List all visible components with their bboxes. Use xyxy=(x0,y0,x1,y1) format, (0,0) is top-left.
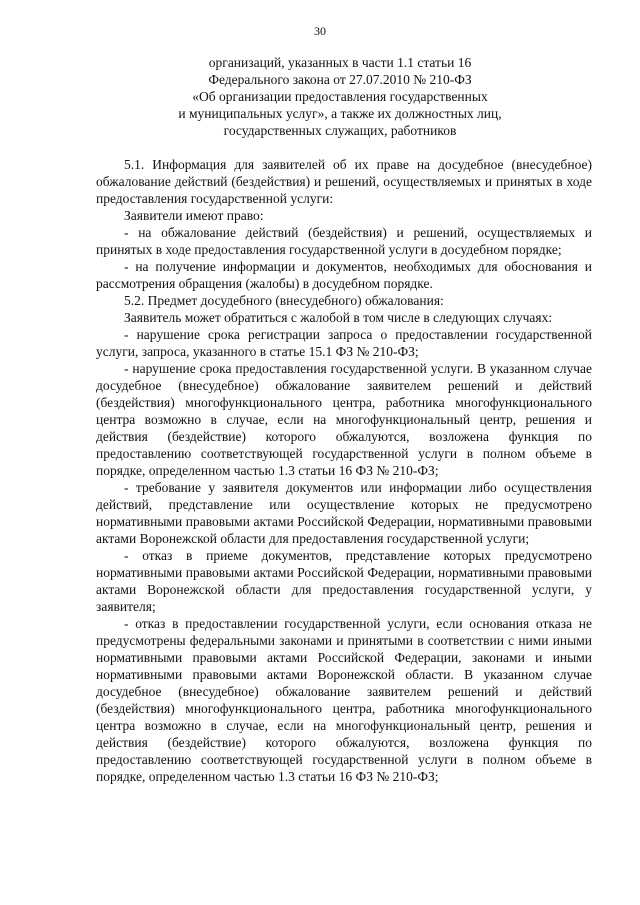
section-heading xyxy=(120,54,560,139)
paragraph: - на получение информации и документов, необходимых для обоснования и рассмотрения обращения (жалобы) в досудебном порядке. xyxy=(96,259,592,291)
paragraph: Заявители имеют право: xyxy=(124,208,264,223)
paragraph: - требование у заявителя документов или информации либо осуществления действий, представление или осуществление которых не предусмотрено нормативными правовыми актами Российской Федерации, нормативными правовыми актами Воронежской области для предоставления государственной услуги; xyxy=(96,480,592,546)
paragraph: - на обжалование действий (бездействия) и решений, осуществляемых и принятых в ходе предоставления государственной услуги в досудебном порядке; xyxy=(96,225,592,257)
paragraph: - отказ в приеме документов, представление которых предусмотрено нормативными правовыми актами Российской Федерации, нормативными правовыми актами Воронежской области для предоставления государственной услуги, у заявителя; xyxy=(96,548,592,614)
paragraph: 5.1. Информация для заявителей об их праве на досудебное (внесудебное) обжалование действий (бездействия) и решений, осуществляемых и принятых в ходе предоставления государственной услуги: xyxy=(96,157,592,206)
body-text xyxy=(96,156,592,785)
heading-line: «Об организации предоставления государственных xyxy=(192,89,488,104)
paragraph: - отказ в предоставлении государственной услуги, если основания отказа не предусмотрены федеральными законами и принятыми в соответствии с ними иными нормативными правовыми актами Российской Федерации, законами и иными нормативными правовыми актами Воронежской области. В указанном случае досудебное (внесудебное) обжалование заявителем решений и действий (бездействия) многофункционального центра, работника многофункционального центра возможно в случае, если на многофункциональный центр, решения и действия (бездействие) которого обжалуются, возложена функция по предоставлению соответствующей государственной услуги в полном объеме в порядке, определенном частью 1.3 статьи 16 ФЗ № 210-ФЗ; xyxy=(96,616,592,784)
heading-line: организаций, указанных в части 1.1 статьи 16 xyxy=(208,55,472,70)
heading-line: государственных служащих, работников xyxy=(223,123,457,138)
heading-line: Федерального закона от 27.07.2010 № 210-ФЗ xyxy=(208,72,472,87)
paragraph: - нарушение срока предоставления государственной услуги. В указанном случае досудебное (внесудебное) обжалование заявителем решений и действий (бездействия) многофункционального центра, работника многофункционального центра возможно в случае, если на многофункциональный центр, решения и действия (бездействие) которого обжалуются, возложена функция по предоставлению соответствующей государственной услуги в полном объеме в порядке, определенном частью 1.3 статьи 16 ФЗ № 210-ФЗ; xyxy=(96,361,592,478)
page-number: 30 xyxy=(314,24,326,38)
paragraph: Заявитель может обратиться с жалобой в том числе в следующих случаях: xyxy=(124,310,553,325)
heading-line: и муниципальных услуг», а также их должностных лиц, xyxy=(178,106,502,121)
paragraph: - нарушение срока регистрации запроса о предоставлении государственной услуги, запроса, указанного в статье 15.1 ФЗ № 210-ФЗ; xyxy=(96,327,592,359)
paragraph: 5.2. Предмет досудебного (внесудебного) обжалования: xyxy=(124,293,444,308)
